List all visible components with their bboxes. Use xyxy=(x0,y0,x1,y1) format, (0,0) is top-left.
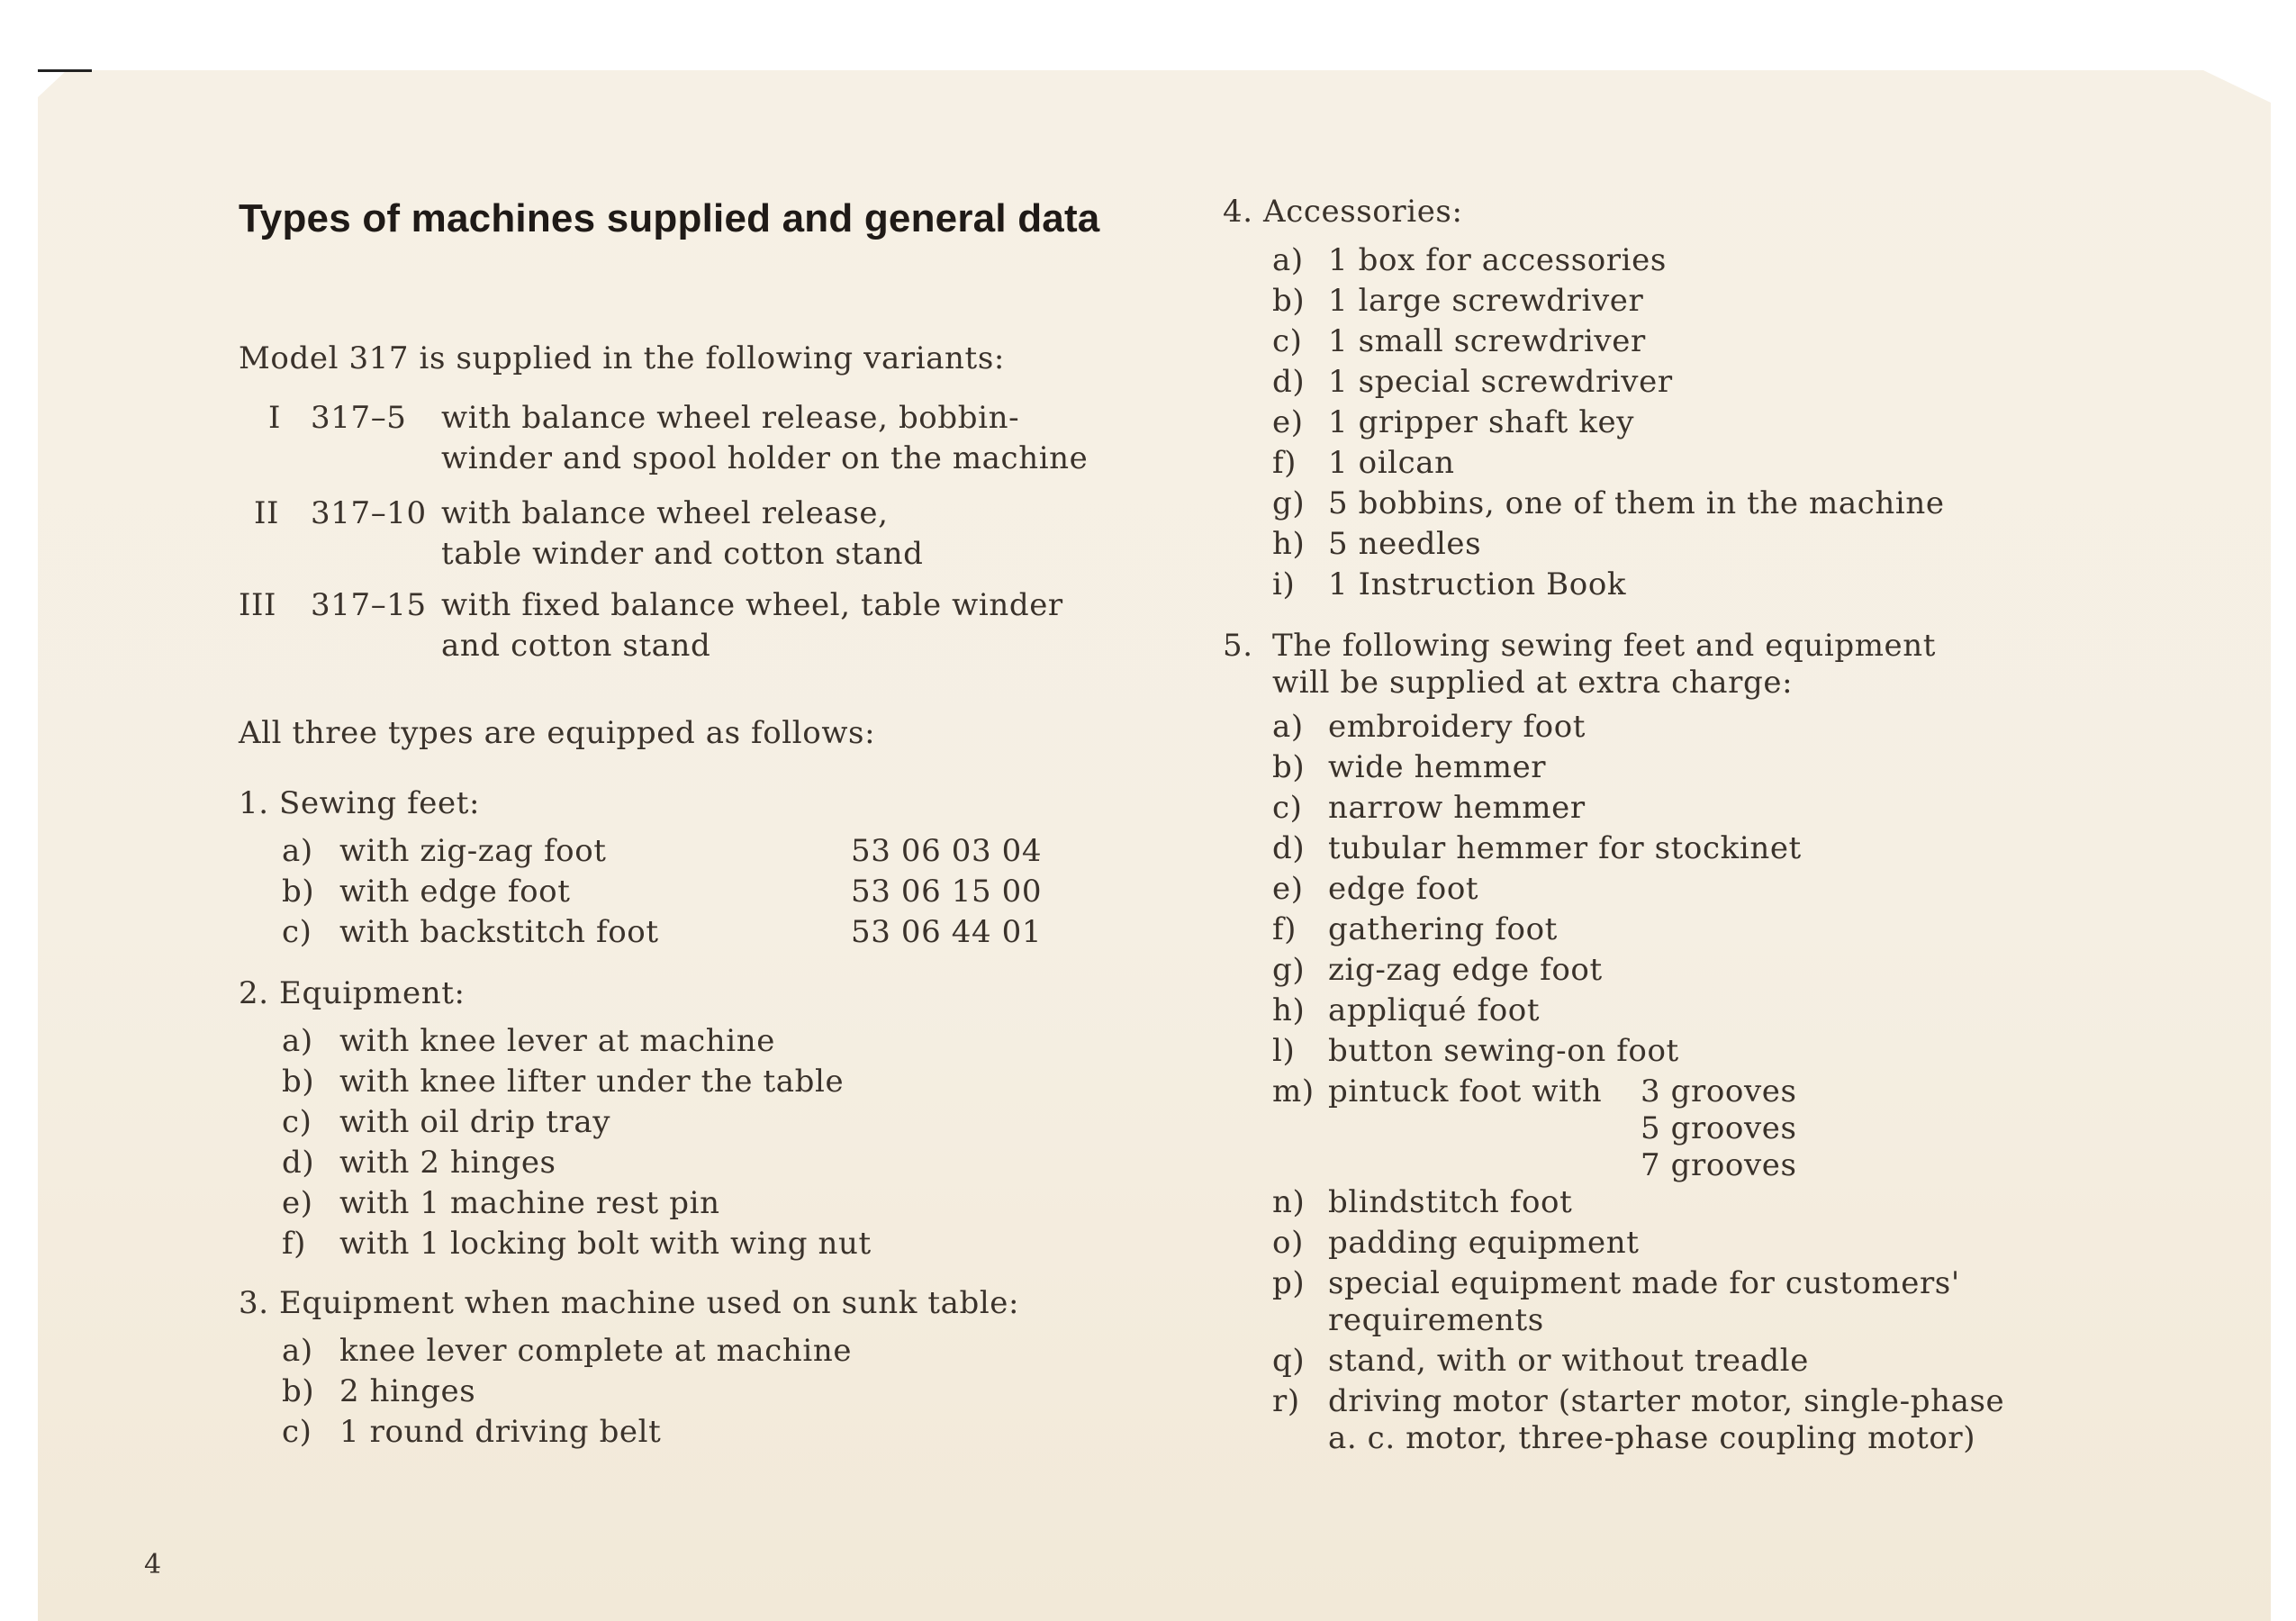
variant-line: with balance wheel release, bobbin- xyxy=(441,400,1020,436)
page-number: 4 xyxy=(144,1549,162,1580)
section-title: The following sewing feet and equipment xyxy=(1272,628,1937,664)
section-title: 2. Equipment: xyxy=(239,975,466,1011)
intro-text: Model 317 is supplied in the following variants: xyxy=(239,340,1005,376)
item-letter: p) xyxy=(1272,1265,1306,1301)
item-text: with 1 machine rest pin xyxy=(339,1185,720,1221)
item-text: embroidery foot xyxy=(1328,709,1586,745)
item-letter: b) xyxy=(282,1064,315,1100)
item-letter: c) xyxy=(1272,790,1303,826)
item-letter: c) xyxy=(282,914,312,950)
item-text: pintuck foot with xyxy=(1328,1073,1603,1109)
item-letter: d) xyxy=(1272,830,1306,866)
item-letter: d) xyxy=(1272,364,1306,400)
variant-line: and cotton stand xyxy=(441,628,711,664)
item-text: 1 Instruction Book xyxy=(1328,566,1627,602)
item-letter: l) xyxy=(1272,1033,1296,1069)
item-code: 53 06 15 00 xyxy=(851,874,1043,910)
section-title: 1. Sewing feet: xyxy=(239,785,481,821)
section-number: 5. xyxy=(1223,628,1253,664)
item-text: appliqué foot xyxy=(1328,992,1541,1028)
equipped-intro: All three types are equipped as follows: xyxy=(239,715,876,751)
item-text: with zig-zag foot xyxy=(339,833,607,869)
item-text: with knee lifter under the table xyxy=(339,1064,845,1100)
item-text: edge foot xyxy=(1328,871,1479,907)
item-text: requirements xyxy=(1328,1302,1544,1338)
item-letter: b) xyxy=(282,1373,315,1409)
groove-option: 5 grooves xyxy=(1641,1110,1797,1146)
variant-num: III xyxy=(239,587,277,623)
item-text: driving motor (starter motor, single-phase xyxy=(1328,1383,2005,1419)
section-title: will be supplied at extra charge: xyxy=(1272,665,1794,701)
item-letter: q) xyxy=(1272,1343,1306,1379)
item-text: with knee lever at machine xyxy=(339,1023,775,1059)
variant-model: 317–10 xyxy=(311,495,427,531)
corner-mark xyxy=(38,69,92,72)
item-text: 1 gripper shaft key xyxy=(1328,404,1635,440)
item-code: 53 06 03 04 xyxy=(851,833,1043,869)
item-letter: f) xyxy=(282,1226,307,1262)
item-letter: n) xyxy=(1272,1184,1306,1220)
item-letter: a) xyxy=(282,1333,313,1369)
item-letter: h) xyxy=(1272,526,1306,562)
item-letter: f) xyxy=(1272,445,1297,481)
item-letter: i) xyxy=(1272,566,1296,602)
item-text: gathering foot xyxy=(1328,911,1558,947)
section-title: 3. Equipment when machine used on sunk table: xyxy=(239,1285,1020,1321)
item-text: 1 special screwdriver xyxy=(1328,364,1673,400)
item-letter: c) xyxy=(282,1414,312,1450)
item-text: with edge foot xyxy=(339,874,571,910)
item-letter: c) xyxy=(282,1104,312,1140)
item-letter: e) xyxy=(282,1185,313,1221)
item-letter: b) xyxy=(282,874,315,910)
item-text: a. c. motor, three-phase coupling motor) xyxy=(1328,1420,1976,1456)
item-letter: a) xyxy=(282,1023,313,1059)
item-letter: a) xyxy=(1272,242,1304,278)
item-letter: f) xyxy=(1272,911,1297,947)
item-text: 2 hinges xyxy=(339,1373,476,1409)
item-text: 1 oilcan xyxy=(1328,445,1455,481)
item-text: 5 needles xyxy=(1328,526,1482,562)
item-text: with 1 locking bolt with wing nut xyxy=(339,1226,872,1262)
item-text: knee lever complete at machine xyxy=(339,1333,853,1369)
item-letter: a) xyxy=(1272,709,1304,745)
item-text: with 2 hinges xyxy=(339,1145,556,1181)
item-letter: g) xyxy=(1272,485,1306,521)
item-letter: e) xyxy=(1272,404,1304,440)
item-text: button sewing-on foot xyxy=(1328,1033,1679,1069)
item-text: special equipment made for customers' xyxy=(1328,1265,1960,1301)
item-letter: g) xyxy=(1272,952,1306,988)
variant-line: table winder and cotton stand xyxy=(441,536,924,572)
item-letter: c) xyxy=(1272,323,1303,359)
item-text: zig-zag edge foot xyxy=(1328,952,1603,988)
item-letter: e) xyxy=(1272,871,1304,907)
item-text: blindstitch foot xyxy=(1328,1184,1573,1220)
item-text: 1 small screwdriver xyxy=(1328,323,1646,359)
item-letter: r) xyxy=(1272,1383,1300,1419)
item-letter: o) xyxy=(1272,1225,1304,1261)
item-letter: b) xyxy=(1272,749,1306,785)
item-letter: b) xyxy=(1272,283,1306,319)
item-text: padding equipment xyxy=(1328,1225,1640,1261)
variant-line: with fixed balance wheel, table winder xyxy=(441,587,1063,623)
item-text: with backstitch foot xyxy=(339,914,659,950)
section-title: 4. Accessories: xyxy=(1223,194,1463,230)
item-letter: m) xyxy=(1272,1073,1315,1109)
item-text: with oil drip tray xyxy=(339,1104,611,1140)
variant-num: II xyxy=(254,495,280,531)
item-text: stand, with or without treadle xyxy=(1328,1343,1809,1379)
item-text: wide hemmer xyxy=(1328,749,1547,785)
item-letter: h) xyxy=(1272,992,1306,1028)
groove-option: 7 grooves xyxy=(1641,1147,1797,1183)
variant-line: with balance wheel release, xyxy=(441,495,889,531)
variant-num: I xyxy=(268,400,282,436)
groove-option: 3 grooves xyxy=(1641,1073,1797,1109)
item-text: tubular hemmer for stockinet xyxy=(1328,830,1802,866)
item-letter: d) xyxy=(282,1145,315,1181)
item-text: 1 large screwdriver xyxy=(1328,283,1644,319)
item-text: 1 box for accessories xyxy=(1328,242,1667,278)
page-title: Types of machines supplied and general data xyxy=(239,196,1100,240)
item-code: 53 06 44 01 xyxy=(851,914,1043,950)
variant-model: 317–15 xyxy=(311,587,427,623)
variant-model: 317–5 xyxy=(311,400,407,436)
item-text: 5 bobbins, one of them in the machine xyxy=(1328,485,1945,521)
variant-line: winder and spool holder on the machine xyxy=(441,440,1089,476)
item-text: narrow hemmer xyxy=(1328,790,1586,826)
item-text: 1 round driving belt xyxy=(339,1414,662,1450)
item-letter: a) xyxy=(282,833,313,869)
